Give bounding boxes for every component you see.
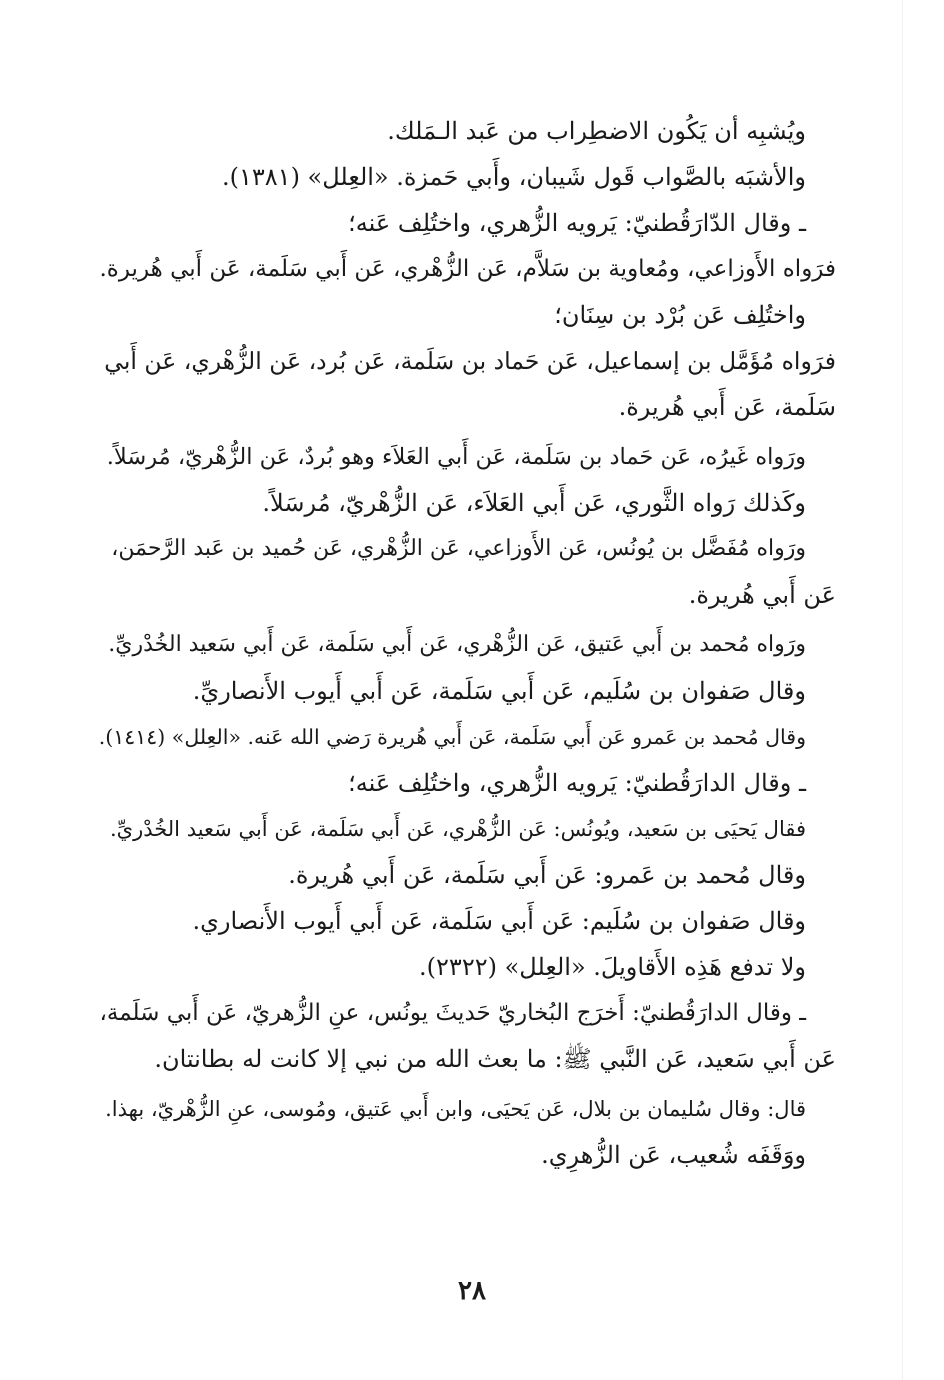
text-line-10: ورَواه مُفَضَّل بن يُونُس، عَن الأَوزاعي، عَن الزُّهْري، عَن حُميد بن عَبد الرَّحمَن، (111, 536, 806, 561)
text-line-22: قال: وقال سُليمان بن بلال، عَن يَحيَى، وابن أَبي عَتيق، ومُوسى، عنِ الزُّهْريّ، بهذا. (105, 1097, 806, 1121)
text-line-20: ـ وقال الدارَقُطنيّ: أَخرَج البُخاريّ حَديثَ يونُس، عنِ الزُّهريّ، عَن أَبي سَلَمة، (99, 1000, 806, 1026)
page-number: ٢٨ (458, 1276, 486, 1306)
text-line-19: ولا تدفع هَذِه الأَقاويلَ. «العِلل» (٢٣٢٢). (419, 953, 806, 981)
text-line-3: ـ وقال الدّارَقُطنيّ: يَرويه الزُّهري، واختُلِف عَنه؛ (348, 209, 806, 237)
text-line-8: ورَواه غَيرُه، عَن حَماد بن سَلَمة، عَن أَبي العَلاَء وهو بُردٌ، عَن الزُّهْريّ، مُرسَلاً. (106, 444, 806, 470)
text-line-11: عَن أَبي هُريرة. (688, 581, 836, 609)
text-line-6: فرَواه مُؤَمَّل بن إسماعيل، عَن حَماد بن سَلَمة، عَن بُرد، عَن الزُّهْري، عَن أَبي (104, 347, 836, 375)
text-line-1: ويُشبِه أن يَكُون الاضطِراب من عَبد الـمَلك. (387, 117, 806, 145)
page-body (96, 108, 836, 1178)
text-line-2: والأشبَه بالصَّواب قَول شَيبان، وأَبي حَمزة. «العِلل» (١٣٨١). (222, 163, 806, 191)
text-line-15: ـ وقال الدارَقُطنيّ: يَرويه الزُّهري، واختُلِف عَنه؛ (348, 769, 806, 797)
text-line-21: عَن أَبي سَعيد، عَن النَّبي ﷺ: ما بعث الله من نبي إلا كانت له بطانتان. (154, 1045, 836, 1073)
text-line-4: فرَواه الأَوزاعي، ومُعاوية بن سَلاَّم، عَن الزُّهْري، عَن أَبي سَلَمة، عَن أَبي هُريرة. (99, 256, 836, 282)
text-line-12: ورَواه مُحمد بن أَبي عَتيق، عَن الزُّهْري، عَن أَبي سَلَمة، عَن أَبي سَعيد الخُدْريِّ. (108, 632, 806, 657)
text-line-14: وقال مُحمد بن عَمرو عَن أَبي سَلَمة، عَن أَبي هُريرة رَضي الله عَنه. «العِلل» (١٤١٤). (98, 725, 806, 749)
text-line-9: وكَذلك رَواه الثَّوري، عَن أَبي العَلاَء، عَن الزُّهْريّ، مُرسَلاً. (262, 489, 806, 517)
scan-edge-line (902, 0, 903, 1380)
text-line-7: سَلَمة، عَن أَبي هُريرة. (618, 393, 836, 421)
text-line-23: ووَقَفَه شُعيب، عَن الزُّهرِي. (541, 1141, 806, 1169)
text-line-16: فقال يَحيَى بن سَعيد، ويُونُس: عَن الزُّهْري، عَن أَبي سَلَمة، عَن أَبي سَعيد الخُدْريِّ. (109, 817, 806, 841)
text-line-13: وقال صَفوان بن سُلَيم، عَن أَبي سَلَمة، عَن أَبي أَيوب الأَنصاريِّ. (192, 677, 806, 705)
text-line-5: واختُلِف عَن بُرْد بن سِنَان؛ (554, 301, 806, 329)
text-line-17: وقال مُحمد بن عَمرو: عَن أَبي سَلَمة، عَن أَبي هُريرة. (288, 861, 806, 889)
text-line-18: وقال صَفوان بن سُلَيم: عَن أَبي سَلَمة، عَن أَبي أَيوب الأَنصاري. (192, 907, 806, 935)
